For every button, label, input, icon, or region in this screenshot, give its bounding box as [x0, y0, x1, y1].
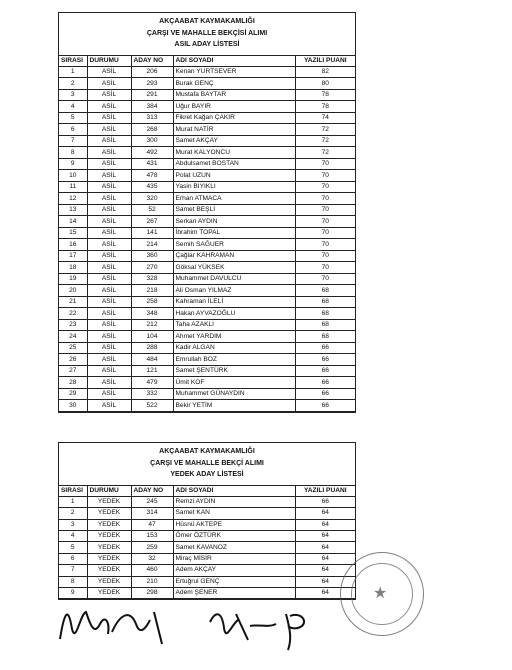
cell-adi-soyadi: Taha AZAKLI	[173, 319, 295, 331]
cell-yazili-puani: 70	[295, 250, 355, 262]
cell-aday-no: 435	[131, 181, 173, 193]
cell-sirasi: 21	[59, 296, 87, 308]
cell-aday-no: 153	[131, 531, 173, 542]
cell-yazili-puani: 70	[295, 227, 355, 239]
asil-title-line-3: ASIL ADAY LİSTESİ	[174, 41, 240, 48]
cell-aday-no: 258	[131, 296, 173, 308]
cell-adi-soyadi: Murat NATİR	[173, 124, 295, 136]
cell-yazili-puani: 64	[295, 565, 355, 576]
cell-aday-no: 47	[131, 519, 173, 530]
cell-aday-no: 522	[131, 400, 173, 412]
table-row	[59, 158, 355, 170]
cell-yazili-puani: 70	[295, 170, 355, 182]
yedek-table	[59, 486, 355, 600]
cell-adi-soyadi: Ertuğrul GENÇ	[173, 576, 295, 587]
cell-durumu: ASİL	[87, 193, 131, 205]
cell-durumu: ASİL	[87, 216, 131, 228]
cell-sirasi: 1	[59, 66, 87, 78]
cell-durumu: YEDEK	[87, 576, 131, 587]
cell-aday-no: 314	[131, 508, 173, 519]
yedek-table-header-row	[59, 486, 355, 497]
cell-yazili-puani: 70	[295, 216, 355, 228]
cell-sirasi: 8	[59, 147, 87, 159]
cell-yazili-puani: 72	[295, 124, 355, 136]
cell-aday-no: 320	[131, 193, 173, 205]
cell-yazili-puani: 66	[295, 388, 355, 400]
cell-aday-no: 267	[131, 216, 173, 228]
cell-adi-soyadi: Hakan AYVAZOĞLU	[173, 308, 295, 320]
table-row	[59, 285, 355, 297]
cell-sirasi: 26	[59, 354, 87, 366]
cell-adi-soyadi: Fikret Kağan ÇAKIR	[173, 112, 295, 124]
cell-sirasi: 10	[59, 170, 87, 182]
table-row	[59, 308, 355, 320]
signature-1	[60, 612, 162, 644]
cell-aday-no: 332	[131, 388, 173, 400]
cell-adi-soyadi: Uğur BAYIR	[173, 101, 295, 113]
table-row	[59, 496, 355, 507]
cell-durumu: ASİL	[87, 181, 131, 193]
col-sirasi: SIRASI	[59, 56, 87, 67]
cell-sirasi: 18	[59, 262, 87, 274]
table-row	[59, 565, 355, 576]
cell-durumu: ASİL	[87, 101, 131, 113]
cell-durumu: ASİL	[87, 227, 131, 239]
cell-sirasi: 1	[59, 496, 87, 507]
cell-durumu: ASİL	[87, 250, 131, 262]
cell-yazili-puani: 68	[295, 331, 355, 343]
cell-aday-no: 104	[131, 331, 173, 343]
cell-durumu: ASİL	[87, 135, 131, 147]
cell-adi-soyadi: Burak GENÇ	[173, 78, 295, 90]
cell-adi-soyadi: Ömer ÖZTÜRK	[173, 531, 295, 542]
cell-aday-no: 298	[131, 588, 173, 599]
cell-adi-soyadi: Adem ŞENER	[173, 588, 295, 599]
cell-yazili-puani: 64	[295, 531, 355, 542]
table-row	[59, 112, 355, 124]
cell-yazili-puani: 72	[295, 135, 355, 147]
cell-sirasi: 7	[59, 135, 87, 147]
cell-durumu: ASİL	[87, 400, 131, 412]
col-adi-soyadi: ADI SOYADI	[173, 486, 295, 497]
cell-durumu: ASİL	[87, 342, 131, 354]
cell-sirasi: 4	[59, 101, 87, 113]
cell-durumu: ASİL	[87, 89, 131, 101]
cell-durumu: YEDEK	[87, 588, 131, 599]
cell-adi-soyadi: Yasin BIYIKLI	[173, 181, 295, 193]
cell-durumu: ASİL	[87, 285, 131, 297]
cell-durumu: ASİL	[87, 388, 131, 400]
cell-yazili-puani: 64	[295, 553, 355, 564]
table-row	[59, 135, 355, 147]
col-yazili-puani: YAZILI PUANI	[295, 486, 355, 497]
cell-aday-no: 293	[131, 78, 173, 90]
cell-sirasi: 12	[59, 193, 87, 205]
cell-durumu: ASİL	[87, 66, 131, 78]
table-row	[59, 181, 355, 193]
cell-adi-soyadi: Kadir ALGAN	[173, 342, 295, 354]
asil-table-body	[59, 66, 355, 411]
cell-sirasi: 8	[59, 576, 87, 587]
cell-yazili-puani: 70	[295, 239, 355, 251]
cell-durumu: YEDEK	[87, 553, 131, 564]
table-row	[59, 553, 355, 564]
asil-title-line-2: ÇARŞI VE MAHALLE BEKÇİSİ ALIMI	[146, 29, 268, 37]
signature-2	[210, 614, 304, 650]
cell-sirasi: 30	[59, 400, 87, 412]
table-row	[59, 239, 355, 251]
cell-sirasi: 6	[59, 553, 87, 564]
cell-aday-no: 460	[131, 565, 173, 576]
cell-yazili-puani: 68	[295, 319, 355, 331]
cell-sirasi: 15	[59, 227, 87, 239]
cell-sirasi: 2	[59, 78, 87, 90]
cell-aday-no: 300	[131, 135, 173, 147]
table-row	[59, 147, 355, 159]
yedek-list-sheet	[58, 442, 356, 600]
cell-sirasi: 16	[59, 239, 87, 251]
cell-sirasi: 20	[59, 285, 87, 297]
cell-adi-soyadi: Abdulsamet BOSTAN	[173, 158, 295, 170]
yedek-title-line-3: YEDEK ADAY LİSTESİ	[170, 471, 244, 478]
cell-durumu: YEDEK	[87, 531, 131, 542]
cell-sirasi: 4	[59, 531, 87, 542]
table-row	[59, 262, 355, 274]
col-durumu: DURUMU	[87, 486, 131, 497]
table-row	[59, 377, 355, 389]
table-row	[59, 193, 355, 205]
cell-aday-no: 270	[131, 262, 173, 274]
cell-aday-no: 291	[131, 89, 173, 101]
cell-durumu: ASİL	[87, 112, 131, 124]
cell-sirasi: 24	[59, 331, 87, 343]
cell-adi-soyadi: Mustafa BAYTAR	[173, 89, 295, 101]
cell-aday-no: 384	[131, 101, 173, 113]
cell-aday-no: 431	[131, 158, 173, 170]
handwritten-signatures	[50, 584, 350, 654]
cell-aday-no: 313	[131, 112, 173, 124]
asil-table	[59, 56, 355, 412]
table-row	[59, 216, 355, 228]
cell-yazili-puani: 70	[295, 273, 355, 285]
cell-yazili-puani: 66	[295, 496, 355, 507]
table-row	[59, 296, 355, 308]
cell-yazili-puani: 64	[295, 508, 355, 519]
cell-adi-soyadi: Çağlar KAHRAMAN	[173, 250, 295, 262]
table-row	[59, 542, 355, 553]
cell-adi-soyadi: Bekir YETİM	[173, 400, 295, 412]
cell-adi-soyadi: Muhammet DAVULCU	[173, 273, 295, 285]
asil-list-sheet	[58, 12, 356, 413]
cell-aday-no: 214	[131, 239, 173, 251]
cell-sirasi: 17	[59, 250, 87, 262]
cell-aday-no: 121	[131, 365, 173, 377]
cell-yazili-puani: 74	[295, 112, 355, 124]
cell-adi-soyadi: Hüsnü AKTEPE	[173, 519, 295, 530]
table-row	[59, 331, 355, 343]
cell-sirasi: 13	[59, 204, 87, 216]
cell-sirasi: 3	[59, 89, 87, 101]
table-row	[59, 519, 355, 530]
cell-aday-no: 141	[131, 227, 173, 239]
cell-durumu: ASİL	[87, 158, 131, 170]
cell-sirasi: 23	[59, 319, 87, 331]
cell-adi-soyadi: Samet BEŞLİ	[173, 204, 295, 216]
cell-sirasi: 25	[59, 342, 87, 354]
table-row	[59, 66, 355, 78]
cell-yazili-puani: 66	[295, 377, 355, 389]
cell-adi-soyadi: Serkan AYDIN	[173, 216, 295, 228]
cell-adi-soyadi: Semih SAĞUER	[173, 239, 295, 251]
cell-yazili-puani: 64	[295, 542, 355, 553]
cell-durumu: ASİL	[87, 262, 131, 274]
cell-aday-no: 288	[131, 342, 173, 354]
cell-sirasi: 28	[59, 377, 87, 389]
cell-adi-soyadi: Erhan ATMACA	[173, 193, 295, 205]
cell-aday-no: 259	[131, 542, 173, 553]
cell-aday-no: 360	[131, 250, 173, 262]
table-row	[59, 354, 355, 366]
cell-adi-soyadi: Adem AKÇAY	[173, 565, 295, 576]
table-row	[59, 204, 355, 216]
cell-adi-soyadi: Kenan YURTSEVER	[173, 66, 295, 78]
cell-adi-soyadi: Göksal YÜKSEK	[173, 262, 295, 274]
table-row	[59, 250, 355, 262]
cell-adi-soyadi: Polat UZUN	[173, 170, 295, 182]
cell-yazili-puani: 70	[295, 193, 355, 205]
cell-yazili-puani: 66	[295, 400, 355, 412]
cell-adi-soyadi: Samet KAN	[173, 508, 295, 519]
cell-aday-no: 479	[131, 377, 173, 389]
col-yazili-puani: YAZILI PUANI	[295, 56, 355, 67]
table-row	[59, 227, 355, 239]
cell-yazili-puani: 72	[295, 147, 355, 159]
cell-sirasi: 22	[59, 308, 87, 320]
official-seal-stamp	[340, 552, 424, 636]
cell-yazili-puani: 78	[295, 89, 355, 101]
table-row	[59, 89, 355, 101]
col-aday-no: ADAY NO	[131, 486, 173, 497]
cell-durumu: ASİL	[87, 170, 131, 182]
cell-durumu: ASİL	[87, 239, 131, 251]
cell-durumu: ASİL	[87, 78, 131, 90]
table-row	[59, 101, 355, 113]
cell-sirasi: 19	[59, 273, 87, 285]
cell-yazili-puani: 70	[295, 181, 355, 193]
asil-table-header-row	[59, 56, 355, 67]
cell-durumu: ASİL	[87, 273, 131, 285]
cell-aday-no: 206	[131, 66, 173, 78]
cell-yazili-puani: 78	[295, 101, 355, 113]
cell-sirasi: 9	[59, 588, 87, 599]
table-row	[59, 124, 355, 136]
cell-durumu: ASİL	[87, 319, 131, 331]
cell-yazili-puani: 70	[295, 262, 355, 274]
cell-adi-soyadi: Emrullah BOZ	[173, 354, 295, 366]
cell-adi-soyadi: Ümit KOF	[173, 377, 295, 389]
cell-aday-no: 348	[131, 308, 173, 320]
cell-durumu: ASİL	[87, 377, 131, 389]
cell-adi-soyadi: Remzi AYDIN	[173, 496, 295, 507]
cell-sirasi: 11	[59, 181, 87, 193]
cell-sirasi: 3	[59, 519, 87, 530]
cell-yazili-puani: 66	[295, 365, 355, 377]
table-row	[59, 388, 355, 400]
cell-yazili-puani: 64	[295, 588, 355, 599]
cell-durumu: ASİL	[87, 204, 131, 216]
cell-sirasi: 27	[59, 365, 87, 377]
asil-title-line-1: AKÇAABAT KAYMAKAMLIĞI	[159, 18, 255, 25]
cell-yazili-puani: 64	[295, 576, 355, 587]
cell-durumu: ASİL	[87, 147, 131, 159]
yedek-list-header	[59, 443, 355, 486]
cell-yazili-puani: 70	[295, 204, 355, 216]
col-durumu: DURUMU	[87, 56, 131, 67]
cell-yazili-puani: 80	[295, 78, 355, 90]
cell-yazili-puani: 68	[295, 285, 355, 297]
cell-aday-no: 492	[131, 147, 173, 159]
cell-adi-soyadi: Samet KAVANOZ	[173, 542, 295, 553]
cell-yazili-puani: 64	[295, 519, 355, 530]
cell-sirasi: 14	[59, 216, 87, 228]
cell-durumu: ASİL	[87, 124, 131, 136]
cell-durumu: ASİL	[87, 354, 131, 366]
cell-sirasi: 9	[59, 158, 87, 170]
cell-aday-no: 32	[131, 553, 173, 564]
yedek-title-line-1: AKÇAABAT KAYMAKAMLIĞI	[159, 448, 255, 455]
cell-durumu: ASİL	[87, 296, 131, 308]
cell-aday-no: 328	[131, 273, 173, 285]
seal-star-icon: ★	[373, 585, 388, 602]
asil-list-header	[59, 13, 355, 56]
cell-durumu: YEDEK	[87, 508, 131, 519]
yedek-title-line-2: ÇARŞI VE MAHALLE BEKÇİ ALIMI	[150, 459, 264, 467]
table-row	[59, 365, 355, 377]
table-row	[59, 531, 355, 542]
col-aday-no: ADAY NO	[131, 56, 173, 67]
cell-adi-soyadi: Murat KALYONCU	[173, 147, 295, 159]
cell-yazili-puani: 66	[295, 342, 355, 354]
cell-durumu: YEDEK	[87, 496, 131, 507]
cell-adi-soyadi: Kahraman İLELİ	[173, 296, 295, 308]
cell-aday-no: 210	[131, 576, 173, 587]
table-row	[59, 342, 355, 354]
cell-aday-no: 245	[131, 496, 173, 507]
cell-aday-no: 268	[131, 124, 173, 136]
cell-aday-no: 52	[131, 204, 173, 216]
cell-durumu: ASİL	[87, 331, 131, 343]
cell-durumu: ASİL	[87, 365, 131, 377]
col-adi-soyadi: ADI SOYADI	[173, 56, 295, 67]
cell-yazili-puani: 68	[295, 308, 355, 320]
cell-aday-no: 484	[131, 354, 173, 366]
cell-yazili-puani: 70	[295, 158, 355, 170]
cell-sirasi: 6	[59, 124, 87, 136]
cell-adi-soyadi: Ahmet YARDIM	[173, 331, 295, 343]
cell-durumu: YEDEK	[87, 542, 131, 553]
cell-durumu: YEDEK	[87, 519, 131, 530]
cell-sirasi: 29	[59, 388, 87, 400]
cell-adi-soyadi: İbrahim TOPAL	[173, 227, 295, 239]
cell-yazili-puani: 82	[295, 66, 355, 78]
cell-aday-no: 478	[131, 170, 173, 182]
table-row	[59, 170, 355, 182]
table-row	[59, 400, 355, 412]
table-row	[59, 508, 355, 519]
col-sirasi: SIRASI	[59, 486, 87, 497]
cell-sirasi: 7	[59, 565, 87, 576]
cell-aday-no: 212	[131, 319, 173, 331]
table-row	[59, 273, 355, 285]
cell-yazili-puani: 68	[295, 296, 355, 308]
cell-sirasi: 5	[59, 542, 87, 553]
cell-aday-no: 218	[131, 285, 173, 297]
cell-adi-soyadi: Muhammet GÜNAYDIN	[173, 388, 295, 400]
cell-sirasi: 2	[59, 508, 87, 519]
cell-adi-soyadi: Miraç MİSİR	[173, 553, 295, 564]
cell-sirasi: 5	[59, 112, 87, 124]
cell-adi-soyadi: Samet AKÇAY	[173, 135, 295, 147]
cell-adi-soyadi: Ali Osman YILMAZ	[173, 285, 295, 297]
cell-yazili-puani: 66	[295, 354, 355, 366]
table-row	[59, 78, 355, 90]
cell-durumu: YEDEK	[87, 565, 131, 576]
table-row	[59, 319, 355, 331]
cell-durumu: ASİL	[87, 308, 131, 320]
cell-adi-soyadi: Samet ŞENTÜRK	[173, 365, 295, 377]
